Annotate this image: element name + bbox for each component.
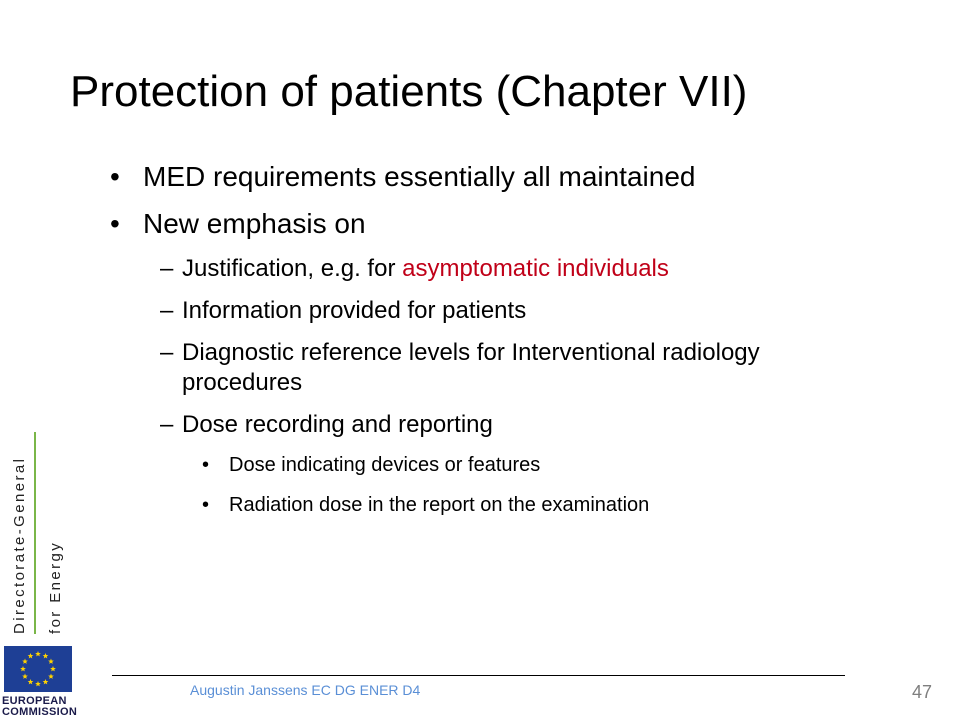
dash-mark: – <box>160 297 174 324</box>
bullet-text: MED requirements essentially all maintained <box>143 161 696 192</box>
sub-item-text: Justification, e.g. for <box>182 255 403 282</box>
dash-mark: – <box>160 339 174 366</box>
dash-mark: – <box>160 255 174 282</box>
eu-logo-line2: COMMISSION <box>2 706 78 718</box>
sub-sub-item <box>110 452 870 478</box>
dg-logo-green-bar <box>34 432 36 634</box>
sub-item-text: Information provided for patients <box>182 297 527 324</box>
slide-title: Protection of patients (Chapter VII) <box>70 67 748 116</box>
sub-sub-item <box>110 492 870 518</box>
sub-item-text: Dose recording and reporting <box>182 411 493 438</box>
page-number: 47 <box>912 682 933 702</box>
dg-energy-logo <box>0 432 76 640</box>
sub-item <box>110 296 870 326</box>
bullet-mark: • <box>202 494 210 516</box>
bullet-text: New emphasis on <box>143 208 366 239</box>
sub-item-text: Diagnostic reference levels for Interventional radiology procedures <box>182 339 760 396</box>
bullet-item <box>110 207 870 241</box>
highlight-text: asymptomatic individuals <box>402 255 669 282</box>
footer-author: Augustin Janssens EC DG ENER D4 <box>190 682 421 698</box>
eu-logo-line1: EUROPEAN <box>2 695 67 707</box>
bullet-mark: • <box>202 454 210 476</box>
sub-item <box>110 410 870 440</box>
sub-sub-item-text: Dose indicating devices or features <box>229 454 541 476</box>
bullet-mark: • <box>110 208 120 239</box>
dg-logo-line2: for Energy <box>47 540 64 634</box>
bullet-item <box>110 160 870 194</box>
slide-content <box>110 160 870 532</box>
sub-item <box>110 254 870 284</box>
eu-logo-text <box>2 696 78 718</box>
dash-mark: – <box>160 411 174 438</box>
bullet-mark: • <box>110 161 120 192</box>
european-commission-logo <box>0 644 80 720</box>
sub-sub-item-text: Radiation dose in the report on the examination <box>229 494 650 516</box>
eu-flag-icon <box>4 646 72 692</box>
dg-logo-line1: Directorate-General <box>11 456 28 634</box>
footer-divider <box>112 675 845 676</box>
sub-item <box>110 338 870 398</box>
